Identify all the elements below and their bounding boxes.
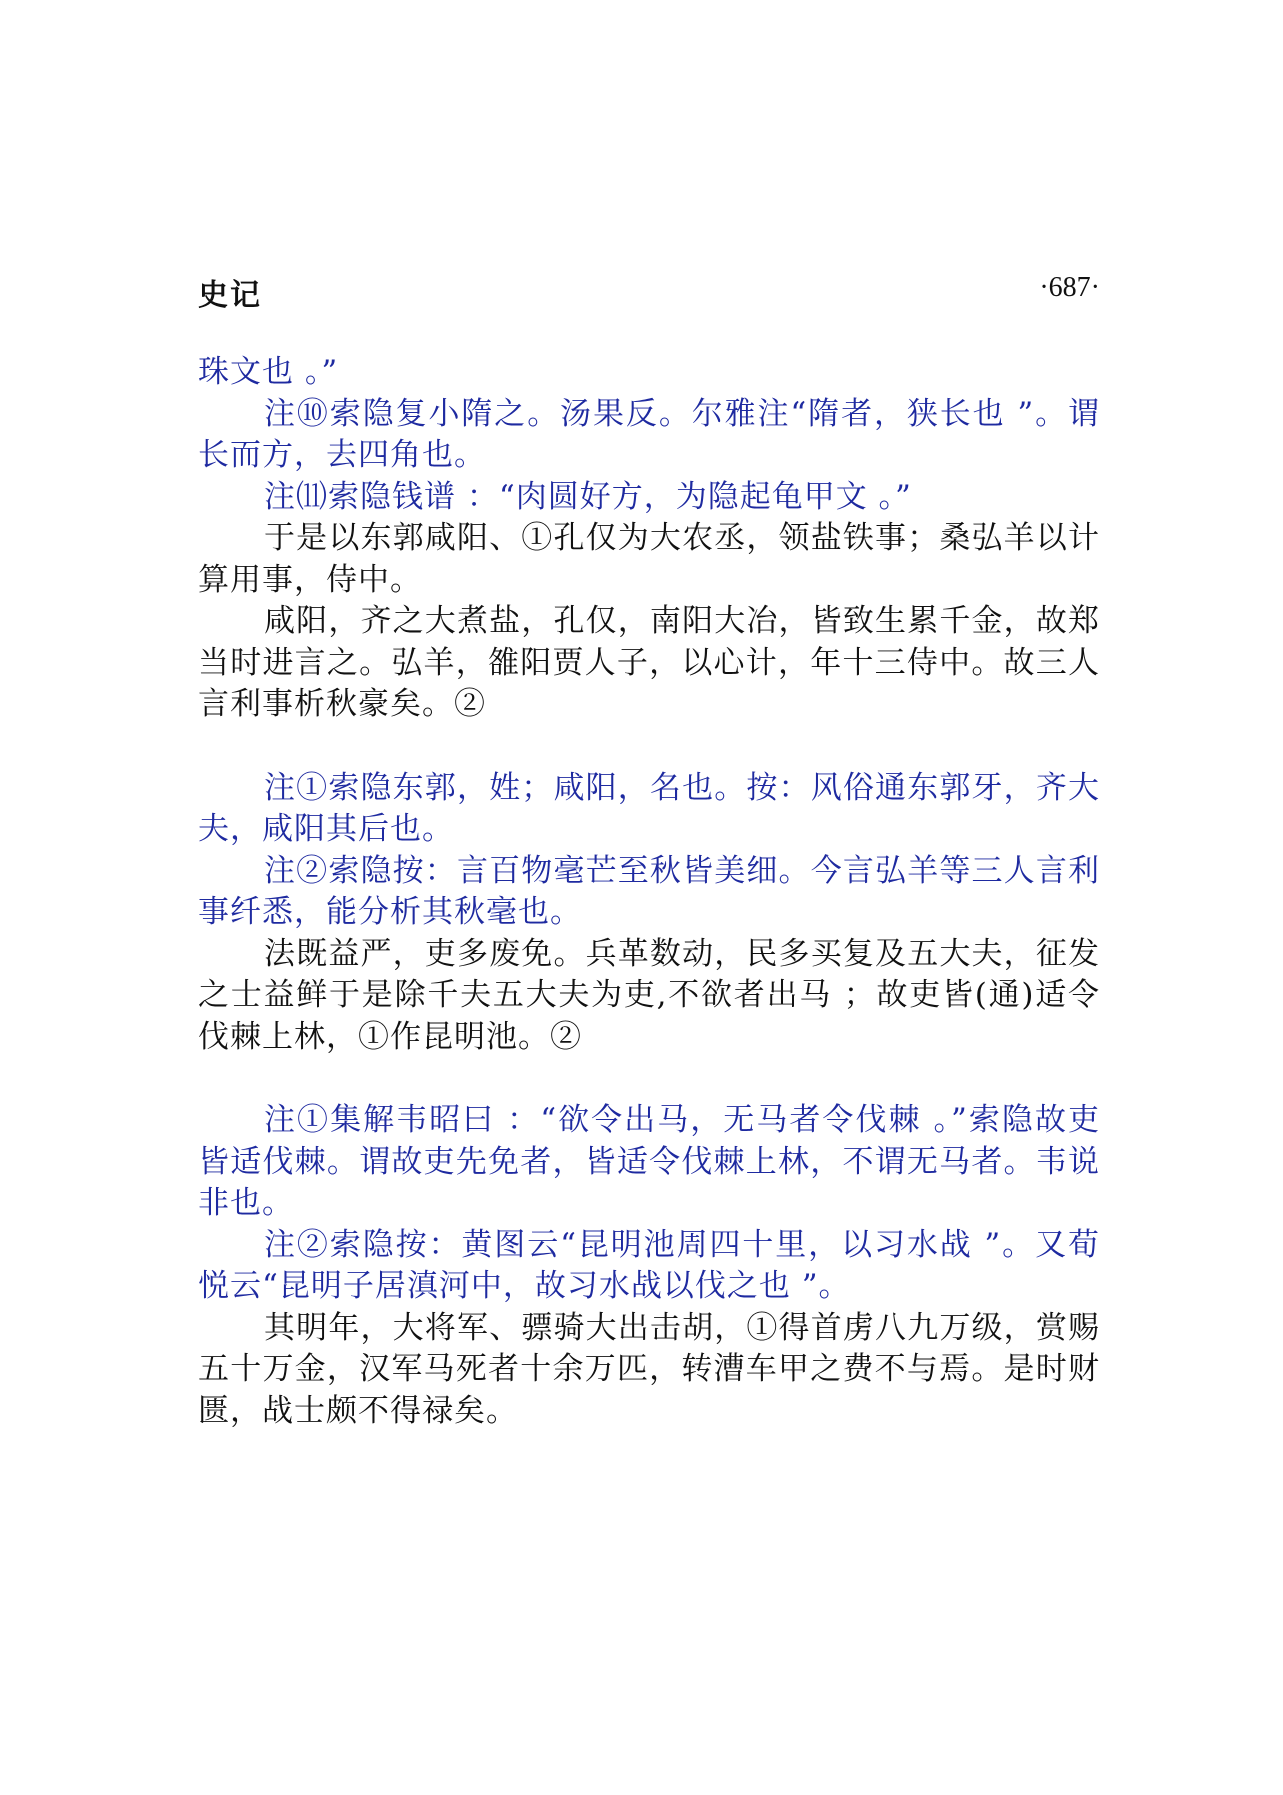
note-paragraph: 注⑾索隐钱谱 ：“肉圆好方，为隐起龟甲文 。” — [264, 478, 912, 515]
note-paragraph: 珠文也 。” — [198, 354, 339, 390]
text-paragraph: 其明年，大将军、骠骑大出击胡，①得首虏八九万级，赏赐五十万金，汉军马死者十余万匹，转漕车甲之费不与焉。是时财匮，战士颇不得禄矣。 — [198, 1309, 1100, 1429]
note-paragraph: 注⑩索隐复小隋之。汤果反。尔雅注“隋者，狭长也 ”。谓长而方，去四角也。 — [198, 395, 1100, 473]
note-paragraph: 注①索隐东郭，姓；咸阳，名也。按：风俗通东郭牙，齐大夫，咸阳其后也。 — [198, 769, 1100, 847]
paragraph-gap — [198, 726, 1100, 768]
page-header — [198, 270, 1100, 314]
text-paragraph: 法既益严，吏多废免。兵革数动，民多买复及五大夫，征发之士益鲜于是除千夫五大夫为吏,不欲者出马 ；故吏皆(通)适令伐棘上林，①作昆明池。② — [198, 935, 1100, 1055]
text-paragraph: 于是以东郭咸阳、①孔仅为大农丞，领盐铁事；桑弘羊以计算用事，侍中。 — [198, 520, 1100, 598]
note-paragraph: 注②索隐按：黄图云“昆明池周四十里，以习水战 ”。又荀悦云“昆明子居滇河中，故习水战以伐之也 ”。 — [198, 1226, 1100, 1304]
text-paragraph: 咸阳，齐之大煮盐，孔仅，南阳大冶，皆致生累千金，故郑当时进言之。弘羊，雒阳贾人子，以心计，年十三侍中。故三人言利事析秋豪矣。② — [198, 603, 1100, 722]
note-paragraph: 注①集解韦昭曰 ：“欲令出马，无马者令伐棘 。”索隐故吏皆适伐棘。谓故吏先免者，皆适令伐棘上林，不谓无马者。韦说非也。 — [198, 1102, 1100, 1221]
book-title: 史记 — [198, 278, 262, 313]
page-body — [198, 352, 1100, 1432]
note-paragraph: 注②索隐按：言百物毫芒至秋皆美细。今言弘羊等三人言利事纤悉，能分析其秋毫也。 — [198, 852, 1100, 930]
paragraph-gap — [198, 1058, 1100, 1100]
page-number: ·687· — [1039, 272, 1100, 303]
